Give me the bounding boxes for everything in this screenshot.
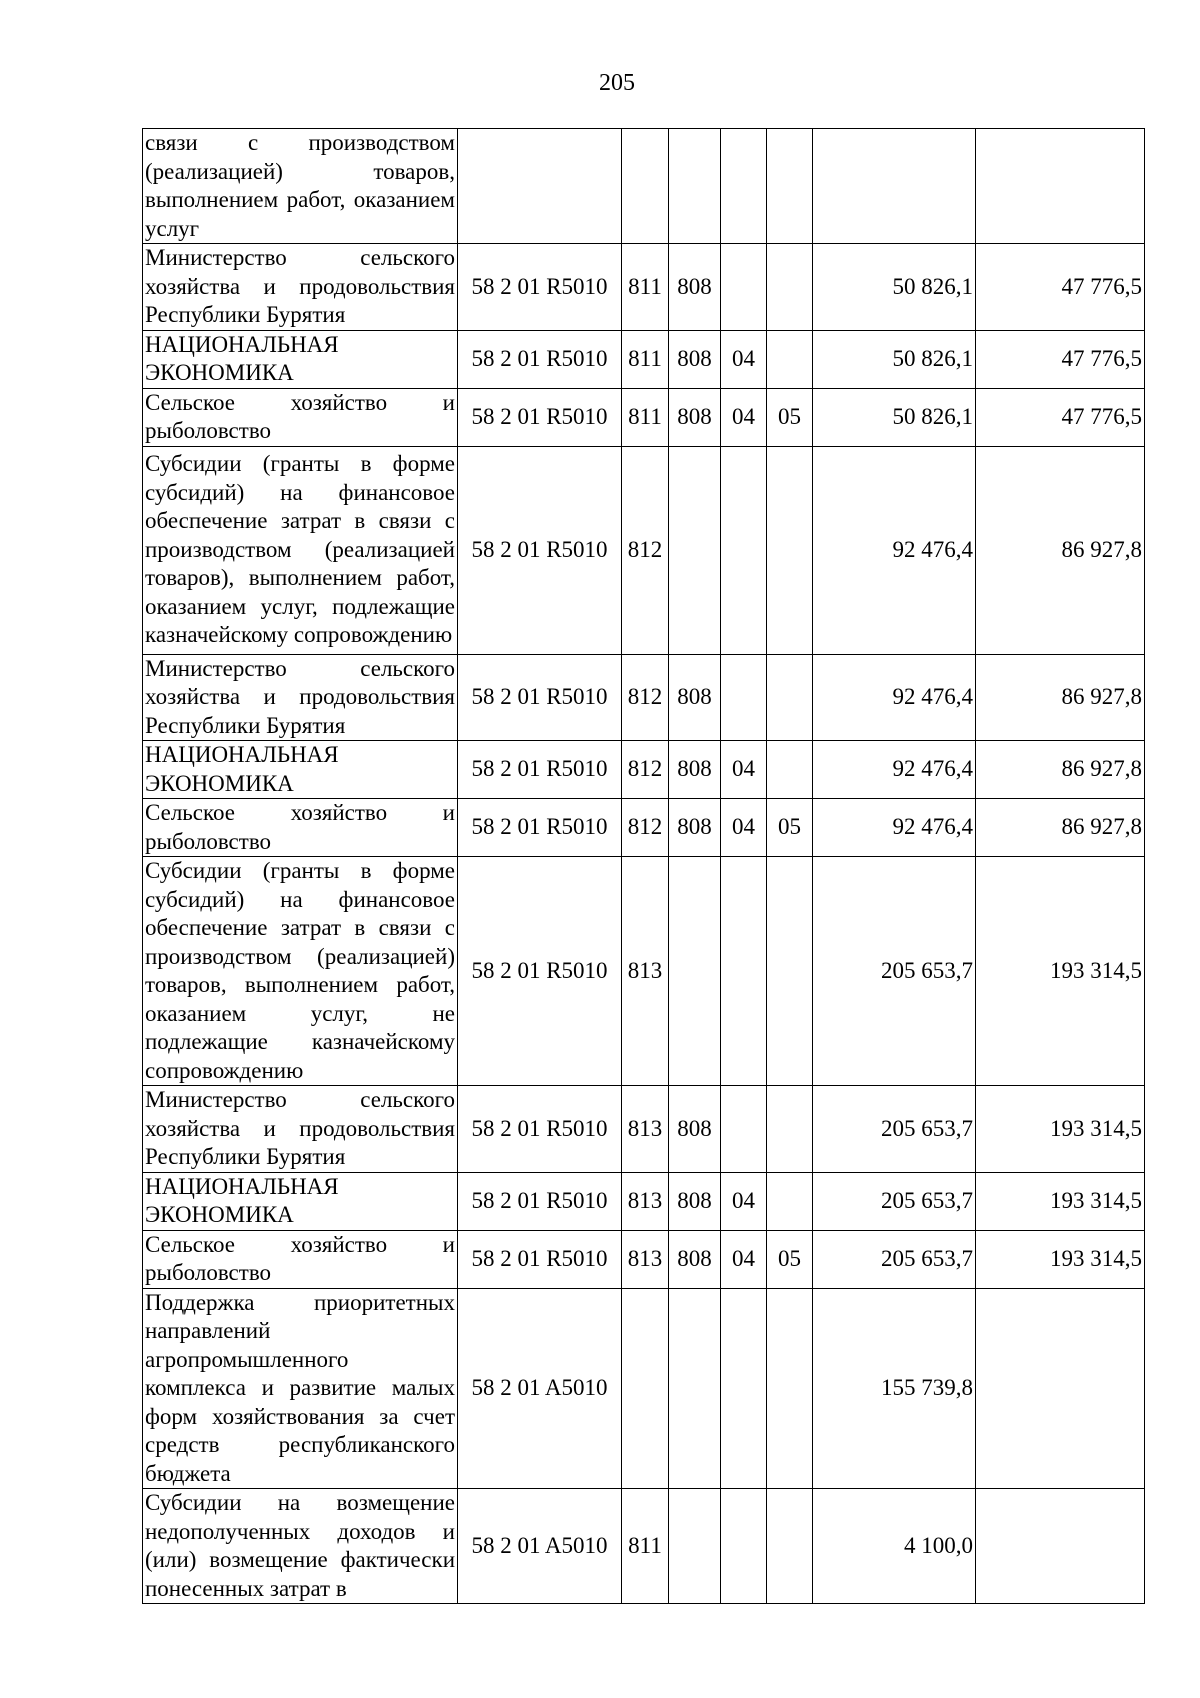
section-cell bbox=[721, 129, 767, 244]
subsection-cell bbox=[767, 446, 813, 654]
amount-2-cell bbox=[976, 1489, 1145, 1604]
ministry-code-cell bbox=[669, 857, 721, 1086]
expense-type-cell: 813 bbox=[622, 1086, 669, 1173]
table-row bbox=[143, 1172, 1145, 1230]
table-row bbox=[143, 1489, 1145, 1604]
amount-1-cell: 155 739,8 bbox=[813, 1288, 976, 1489]
ministry-code-cell bbox=[669, 1288, 721, 1489]
ministry-code-cell: 808 bbox=[669, 330, 721, 388]
subsection-cell bbox=[767, 1172, 813, 1230]
amount-2-cell: 193 314,5 bbox=[976, 1086, 1145, 1173]
section-cell: 04 bbox=[721, 1172, 767, 1230]
amount-1-cell: 92 476,4 bbox=[813, 741, 976, 799]
table-row bbox=[143, 244, 1145, 331]
amount-2-cell: 86 927,8 bbox=[976, 741, 1145, 799]
expense-type-cell bbox=[622, 1288, 669, 1489]
amount-1-cell: 205 653,7 bbox=[813, 1230, 976, 1288]
row-name-cell: Субсидии (гранты в форме субсидий) на финансовое обеспечение затрат в связи с производством (реализацией товаров), выполнением работ, оказанием услуг, подлежащие казначейскому сопровождению bbox=[143, 446, 458, 654]
expense-type-cell: 811 bbox=[622, 388, 669, 446]
amount-2-cell: 193 314,5 bbox=[976, 1172, 1145, 1230]
row-name-cell: Поддержка приоритетных направлений агропромышленного комплекса и развитие малых форм хозяйствования за счет средств республиканского бюджета bbox=[143, 1288, 458, 1489]
row-name-cell: Министерство сельского хозяйства и продовольствия Республики Бурятия bbox=[143, 654, 458, 741]
table-row bbox=[143, 1086, 1145, 1173]
row-name-cell: НАЦИОНАЛЬНАЯ ЭКОНОМИКА bbox=[143, 1172, 458, 1230]
table-row bbox=[143, 654, 1145, 741]
expense-type-cell: 813 bbox=[622, 1230, 669, 1288]
table-row bbox=[143, 330, 1145, 388]
expense-type-cell: 813 bbox=[622, 857, 669, 1086]
row-name-cell: связи с производством (реализацией) товаров, выполнением работ, оказанием услуг bbox=[143, 129, 458, 244]
section-cell: 04 bbox=[721, 799, 767, 857]
amount-1-cell: 92 476,4 bbox=[813, 446, 976, 654]
amount-1-cell: 50 826,1 bbox=[813, 330, 976, 388]
section-cell: 04 bbox=[721, 330, 767, 388]
expense-type-cell bbox=[622, 129, 669, 244]
expense-type-cell: 812 bbox=[622, 654, 669, 741]
target-article-cell: 58 2 01 R5010 bbox=[458, 741, 622, 799]
row-name-cell: Сельское хозяйство и рыболовство bbox=[143, 1230, 458, 1288]
target-article-cell: 58 2 01 R5010 bbox=[458, 1172, 622, 1230]
target-article-cell: 58 2 01 R5010 bbox=[458, 654, 622, 741]
table-row bbox=[143, 799, 1145, 857]
row-name-cell: НАЦИОНАЛЬНАЯ ЭКОНОМИКА bbox=[143, 741, 458, 799]
section-cell bbox=[721, 654, 767, 741]
target-article-cell: 58 2 01 R5010 bbox=[458, 1230, 622, 1288]
section-cell: 04 bbox=[721, 1230, 767, 1288]
ministry-code-cell: 808 bbox=[669, 799, 721, 857]
subsection-cell bbox=[767, 1489, 813, 1604]
target-article-cell: 58 2 01 R5010 bbox=[458, 388, 622, 446]
page-number: 205 bbox=[599, 70, 635, 96]
section-cell: 04 bbox=[721, 741, 767, 799]
amount-2-cell bbox=[976, 129, 1145, 244]
target-article-cell: 58 2 01 R5010 bbox=[458, 857, 622, 1086]
subsection-cell bbox=[767, 1086, 813, 1173]
target-article-cell: 58 2 01 R5010 bbox=[458, 244, 622, 331]
amount-1-cell: 92 476,4 bbox=[813, 654, 976, 741]
target-article-cell: 58 2 01 R5010 bbox=[458, 330, 622, 388]
section-cell bbox=[721, 1086, 767, 1173]
table-row bbox=[143, 1230, 1145, 1288]
section-cell bbox=[721, 857, 767, 1086]
row-name-cell: Сельское хозяйство и рыболовство bbox=[143, 388, 458, 446]
row-name-cell: Субсидии на возмещение недополученных доходов и (или) возмещение фактически понесенных затрат в bbox=[143, 1489, 458, 1604]
amount-2-cell: 86 927,8 bbox=[976, 654, 1145, 741]
amount-2-cell: 193 314,5 bbox=[976, 1230, 1145, 1288]
expense-type-cell: 812 bbox=[622, 799, 669, 857]
row-name-cell: Субсидии (гранты в форме субсидий) на финансовое обеспечение затрат в связи с производством (реализацией) товаров, выполнением работ, оказанием услуг, не подлежащие казначейскому сопровождению bbox=[143, 857, 458, 1086]
amount-1-cell: 50 826,1 bbox=[813, 244, 976, 331]
ministry-code-cell bbox=[669, 129, 721, 244]
expense-type-cell: 812 bbox=[622, 446, 669, 654]
subsection-cell bbox=[767, 857, 813, 1086]
row-name-cell: НАЦИОНАЛЬНАЯ ЭКОНОМИКА bbox=[143, 330, 458, 388]
ministry-code-cell: 808 bbox=[669, 1086, 721, 1173]
expense-type-cell: 811 bbox=[622, 1489, 669, 1604]
ministry-code-cell bbox=[669, 446, 721, 654]
amount-1-cell: 205 653,7 bbox=[813, 857, 976, 1086]
table-row bbox=[143, 741, 1145, 799]
subsection-cell bbox=[767, 129, 813, 244]
amount-1-cell: 92 476,4 bbox=[813, 799, 976, 857]
subsection-cell bbox=[767, 654, 813, 741]
table-row bbox=[143, 446, 1145, 654]
table-body bbox=[143, 129, 1145, 1604]
section-cell bbox=[721, 244, 767, 331]
ministry-code-cell: 808 bbox=[669, 1172, 721, 1230]
ministry-code-cell bbox=[669, 1489, 721, 1604]
amount-1-cell: 50 826,1 bbox=[813, 388, 976, 446]
amount-2-cell: 86 927,8 bbox=[976, 799, 1145, 857]
expense-type-cell: 811 bbox=[622, 330, 669, 388]
row-name-cell: Сельское хозяйство и рыболовство bbox=[143, 799, 458, 857]
section-cell bbox=[721, 1288, 767, 1489]
target-article-cell bbox=[458, 129, 622, 244]
target-article-cell: 58 2 01 A5010 bbox=[458, 1489, 622, 1604]
amount-2-cell: 47 776,5 bbox=[976, 244, 1145, 331]
amount-1-cell: 205 653,7 bbox=[813, 1172, 976, 1230]
subsection-cell bbox=[767, 330, 813, 388]
expense-type-cell: 811 bbox=[622, 244, 669, 331]
amount-2-cell: 47 776,5 bbox=[976, 388, 1145, 446]
section-cell bbox=[721, 446, 767, 654]
amount-2-cell: 193 314,5 bbox=[976, 857, 1145, 1086]
expense-type-cell: 812 bbox=[622, 741, 669, 799]
ministry-code-cell: 808 bbox=[669, 741, 721, 799]
ministry-code-cell: 808 bbox=[669, 1230, 721, 1288]
target-article-cell: 58 2 01 R5010 bbox=[458, 1086, 622, 1173]
ministry-code-cell: 808 bbox=[669, 388, 721, 446]
table-row bbox=[143, 1288, 1145, 1489]
amount-2-cell bbox=[976, 1288, 1145, 1489]
amount-2-cell: 86 927,8 bbox=[976, 446, 1145, 654]
target-article-cell: 58 2 01 A5010 bbox=[458, 1288, 622, 1489]
target-article-cell: 58 2 01 R5010 bbox=[458, 799, 622, 857]
amount-1-cell bbox=[813, 129, 976, 244]
target-article-cell: 58 2 01 R5010 bbox=[458, 446, 622, 654]
budget-table bbox=[142, 128, 1145, 1604]
row-name-cell: Министерство сельского хозяйства и продовольствия Республики Бурятия bbox=[143, 244, 458, 331]
subsection-cell bbox=[767, 244, 813, 331]
subsection-cell bbox=[767, 741, 813, 799]
table-row bbox=[143, 129, 1145, 244]
table-row bbox=[143, 857, 1145, 1086]
table-row bbox=[143, 388, 1145, 446]
expense-type-cell: 813 bbox=[622, 1172, 669, 1230]
section-cell bbox=[721, 1489, 767, 1604]
amount-2-cell: 47 776,5 bbox=[976, 330, 1145, 388]
row-name-cell: Министерство сельского хозяйства и продовольствия Республики Бурятия bbox=[143, 1086, 458, 1173]
subsection-cell: 05 bbox=[767, 799, 813, 857]
ministry-code-cell: 808 bbox=[669, 654, 721, 741]
subsection-cell bbox=[767, 1288, 813, 1489]
section-cell: 04 bbox=[721, 388, 767, 446]
ministry-code-cell: 808 bbox=[669, 244, 721, 331]
amount-1-cell: 4 100,0 bbox=[813, 1489, 976, 1604]
subsection-cell: 05 bbox=[767, 388, 813, 446]
amount-1-cell: 205 653,7 bbox=[813, 1086, 976, 1173]
subsection-cell: 05 bbox=[767, 1230, 813, 1288]
